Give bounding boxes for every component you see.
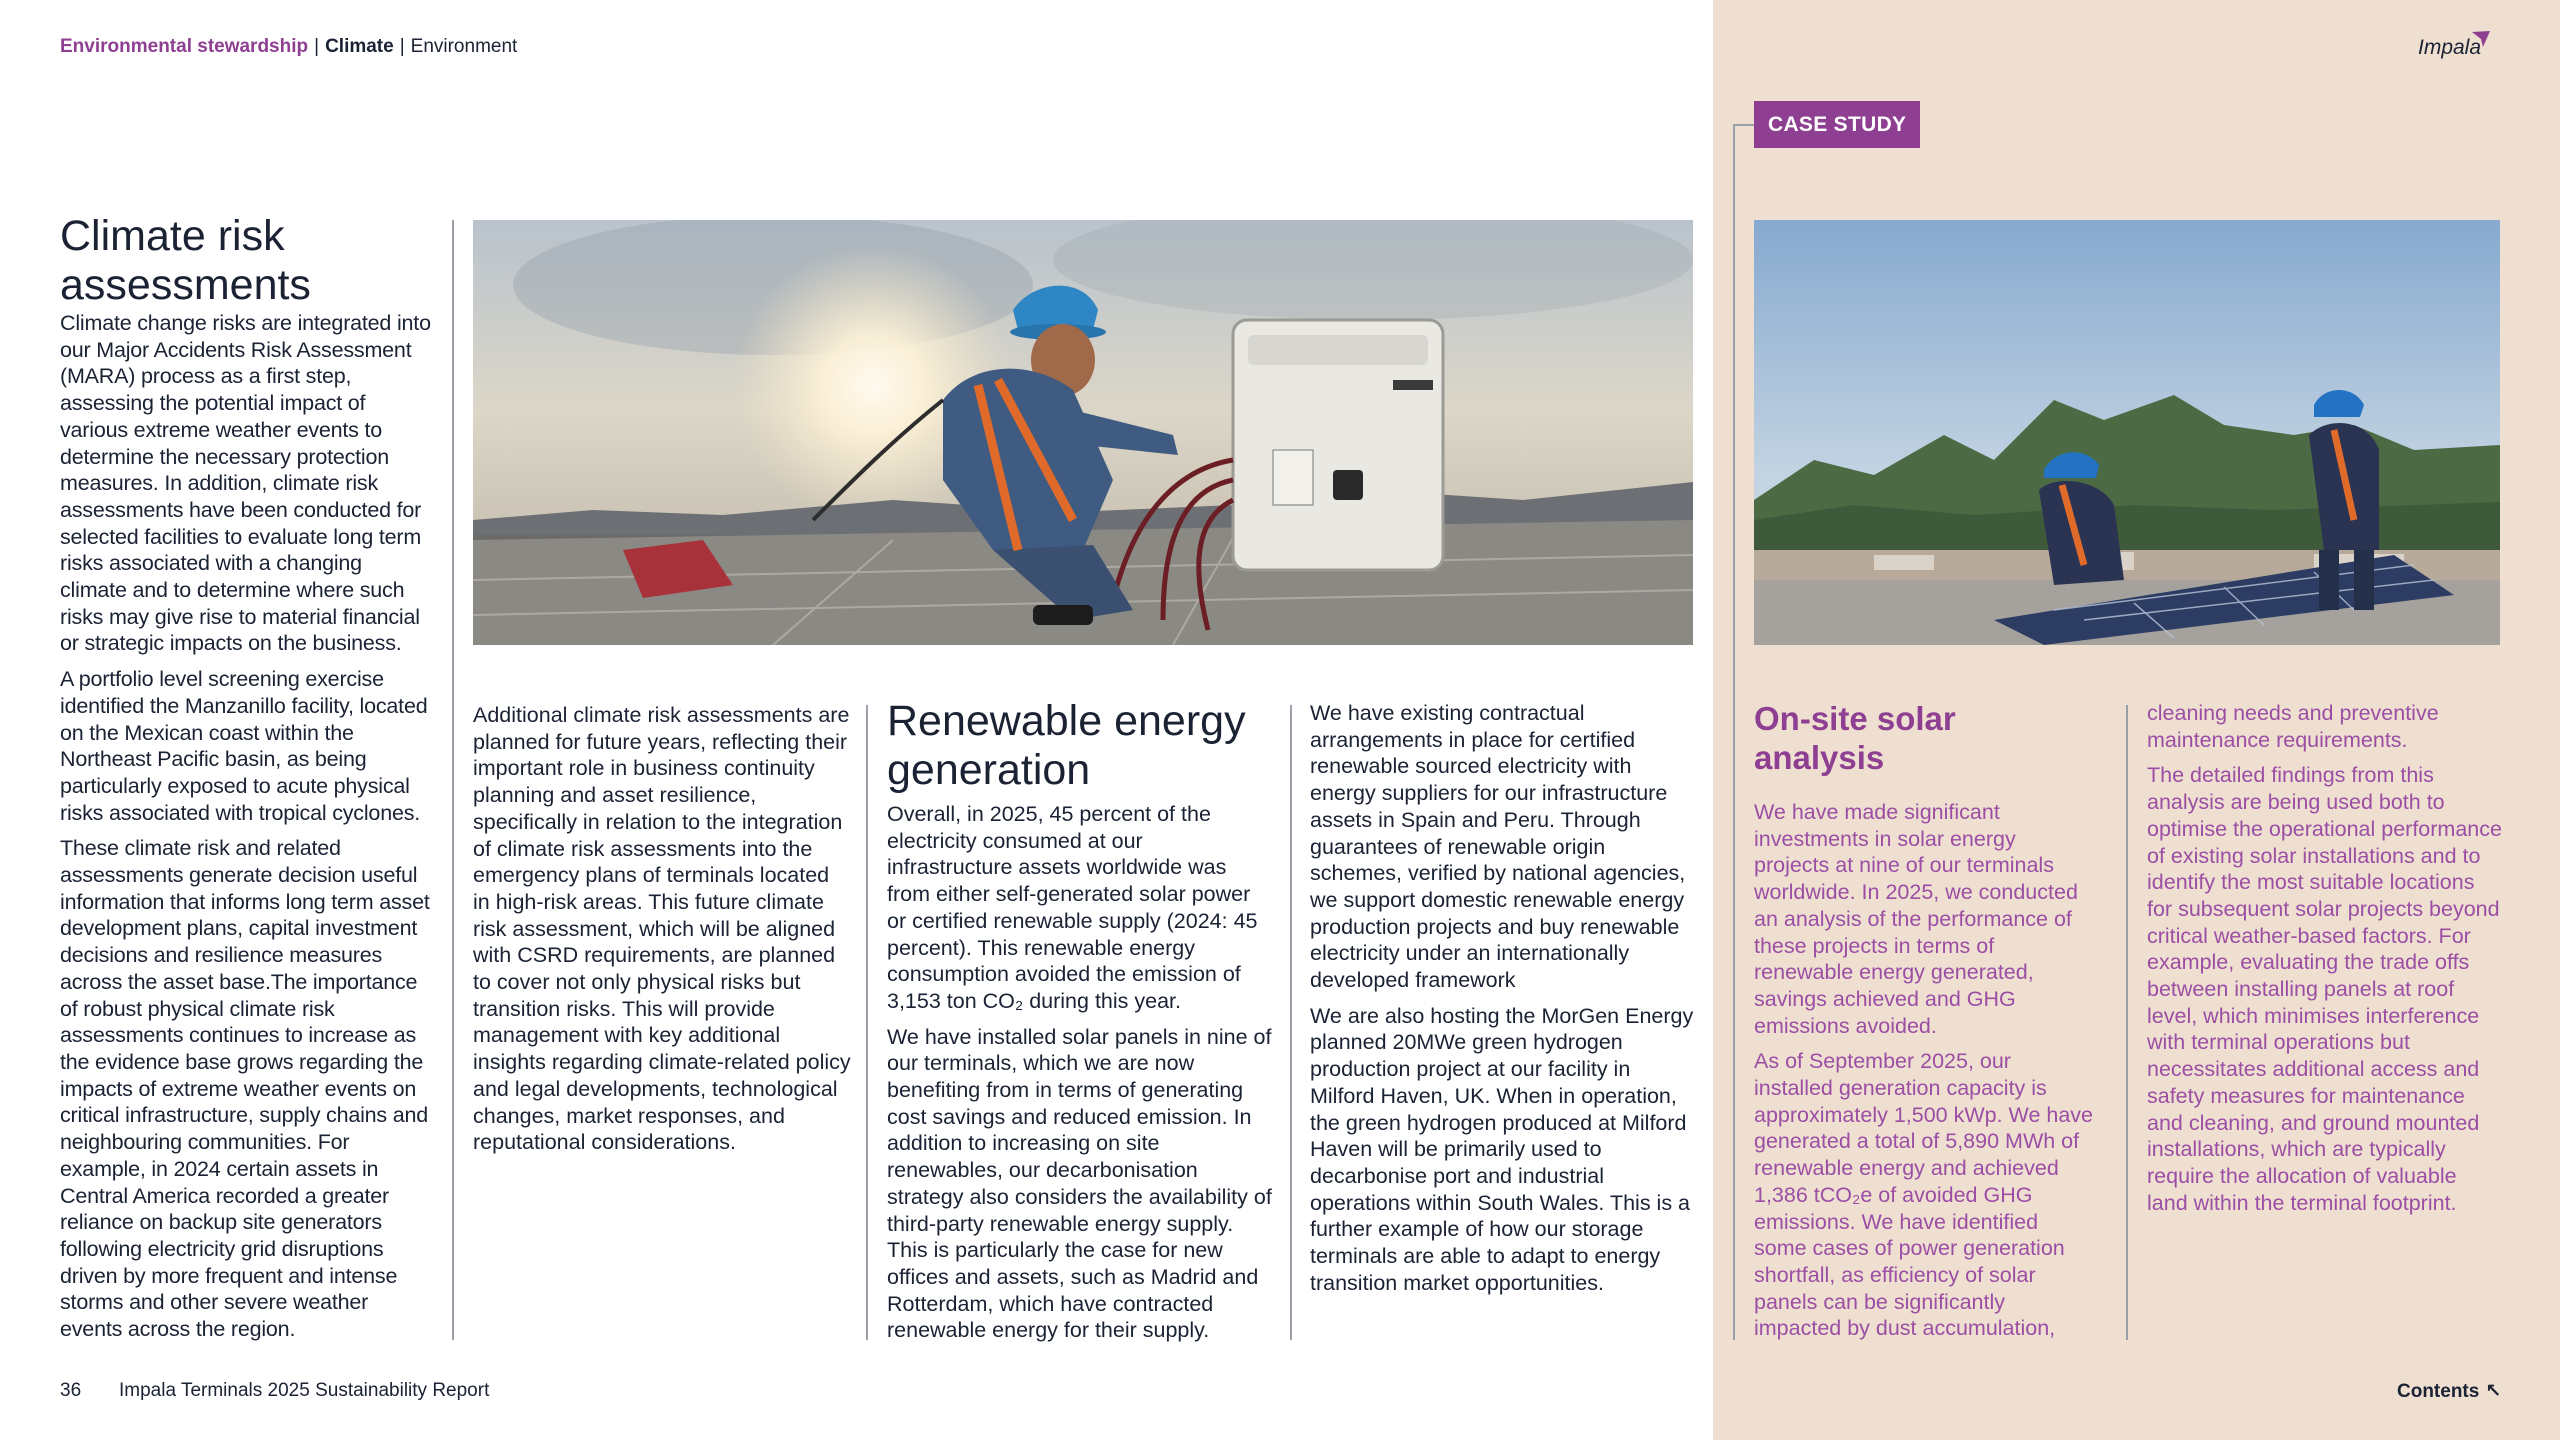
- logo-arrow-icon: [2470, 30, 2492, 48]
- logo-text: Impala: [2418, 36, 2482, 59]
- column-divider: [866, 705, 868, 1340]
- climate-continued-column: [473, 702, 851, 1165]
- worker-inverter-photo: [473, 220, 1693, 645]
- breadcrumb-separator: |: [314, 36, 320, 57]
- breadcrumb-section[interactable]: Environmental stewardship: [60, 36, 309, 57]
- case-study-paragraph-3: cleaning needs and preventive maintenance requirements.: [2147, 701, 2439, 752]
- climate-paragraph-3: These climate risk and related assessments generate decision useful information that informs long term asset development plans, capital investment decisions and resilience measures across the asset base.The importance of robust physical climate risk assessments continues to increase as the evidence base grows regarding the impacts of extreme weather events on critical infrastructure, supply chains and neighbouring communities. For example, in 2024 certain assets in Central America recorded a greater reliance on backup site generators following electricity grid disruptions driven by more frequent and intense storms and other severe weather events across the region.: [60, 836, 430, 1342]
- breadcrumb-next[interactable]: Environment: [410, 36, 518, 57]
- climate-paragraph-1: Climate change risks are integrated into our Major Accidents Risk Assessment (MARA) process as a first step, assessing the potential impact of various extreme weather events to determine the necessary protection measures. In addition, climate risk assessments have been conducted for selected facilities to evaluate long term risks associated with a changing climate and to determine where such risks may give rise to material financial or strategic impacts on the business.: [60, 311, 431, 656]
- renewable-paragraph-1: Overall, in 2025, 45 percent of the electricity consumed at our infrastructure assets worldwide was from either self-generated solar power or certified renewable supply (2024: 45 percent). This renewable energy consumption avoided the emission of 3,153 ton CO₂ during this year.: [887, 802, 1258, 1013]
- column-divider: [2126, 705, 2128, 1340]
- breadcrumb-separator: |: [399, 36, 405, 57]
- column-divider: [1290, 705, 1292, 1340]
- renewable-energy-title: Renewable energy generation: [887, 697, 1246, 794]
- breadcrumb-current[interactable]: Climate: [325, 36, 394, 57]
- case-study-title: On-site solar analysis: [1754, 700, 1956, 776]
- renewable-paragraph-4: We are also hosting the MorGen Energy planned 20MWe green hydrogen production project at our facility in Milford Haven, UK. When in operation, the green hydrogen produced at Milford Haven will be primarily used to decarbonise port and industrial operations within South Wales. This is a further example of how our storage terminals are able to adapt to energy transition market opportunities.: [1310, 1003, 1694, 1295]
- case-study-column-1: [1754, 699, 2094, 1351]
- renewable-continued-column: [1310, 700, 1695, 1305]
- case-study-tag: CASE STUDY: [1754, 101, 1920, 148]
- climate-risk-section: [60, 212, 432, 1352]
- renewable-energy-section: [887, 697, 1272, 1353]
- contents-label[interactable]: Contents: [2397, 1381, 2480, 1402]
- breadcrumb: [60, 36, 517, 58]
- renewable-paragraph-3: We have existing contractual arrangements in place for certified renewable sourced electricity with energy suppliers for our infrastructure assets in Spain and Peru. Through guarantees of renewable origin schemes, verified by national agencies, we support domestic renewable energy production projects and buy renewable electricity under an internationally developed framework: [1310, 701, 1686, 993]
- climate-risk-title: Climate risk assessments: [60, 212, 311, 309]
- report-title: Impala Terminals 2025 Sustainability Report: [119, 1380, 490, 1401]
- worker-inverter-illustration: [473, 220, 1693, 645]
- case-study-bracket-tick: [1733, 124, 1754, 126]
- page-number: 36: [60, 1380, 82, 1401]
- case-study-column-2: [2147, 700, 2502, 1225]
- solar-panel-illustration: [1754, 220, 2500, 645]
- case-study-paragraph-4: The detailed findings from this analysis are being used both to optimise the operational performance of existing solar installations and to identify the most suitable locations for subsequent solar projects beyond critical weather-based factors. For example, evaluating the trade offs between installing panels at roof level, which minimises interference with terminal operations but necessitates additional access and safety measures for maintenance and cleaning, and ground mounted installations, which are typically require the allocation of valuable land within the terminal footprint.: [2147, 763, 2502, 1215]
- contents-link[interactable]: [2397, 1380, 2501, 1403]
- column-divider: [452, 220, 454, 1340]
- case-study-bracket: [1733, 124, 1735, 1340]
- case-study-paragraph-1: We have made significant investments in solar energy projects at nine of our terminals worldwide. In 2025, we conducted an analysis of the performance of these projects in terms of renewable energy generated, savings achieved and GHG emissions avoided.: [1754, 800, 2078, 1038]
- renewable-paragraph-2: We have installed solar panels in nine of our terminals, which we are now benefiting from in terms of generating cost savings and reduced emission. In addition to increasing on site renewables, our decarbonisation strategy also considers the availability of third-party renewable energy supply. This is particularly the case for new offices and assets, such as Madrid and Rotterdam, which have contracted renewable energy for their supply.: [887, 1024, 1272, 1343]
- case-study-paragraph-2: As of September 2025, our installed generation capacity is approximately 1,500 kWp. We have generated a total of 5,890 MWh of renewable energy and achieved 1,386 tCO₂e of avoided GHG emissions. We have identified some cases of power generation shortfall, as efficiency of solar panels can be significantly impacted by dust accumulation,: [1754, 1049, 2093, 1341]
- arrow-up-left-icon: ↖: [2485, 1381, 2502, 1402]
- climate-paragraph-4: Additional climate risk assessments are planned for future years, reflecting their important role in business continuity planning and asset resilience, specifically in relation to the integration of climate risk assessments into the emergency plans of terminals located in high-risk areas. This future climate risk assessment, which will be aligned with CSRD requirements, are planned to cover not only physical risks but transition risks. This will provide management with key additional insights regarding climate-related policy and legal developments, technological changes, market responses, and reputational considerations.: [473, 703, 851, 1155]
- impala-logo: [2418, 30, 2500, 66]
- solar-panel-photo: [1754, 220, 2500, 645]
- climate-paragraph-2: A portfolio level screening exercise identified the Manzanillo facility, located on the Mexican coast within the Northeast Pacific basin, as being particularly exposed to acute physical risks associated with tropical cyclones.: [60, 667, 428, 825]
